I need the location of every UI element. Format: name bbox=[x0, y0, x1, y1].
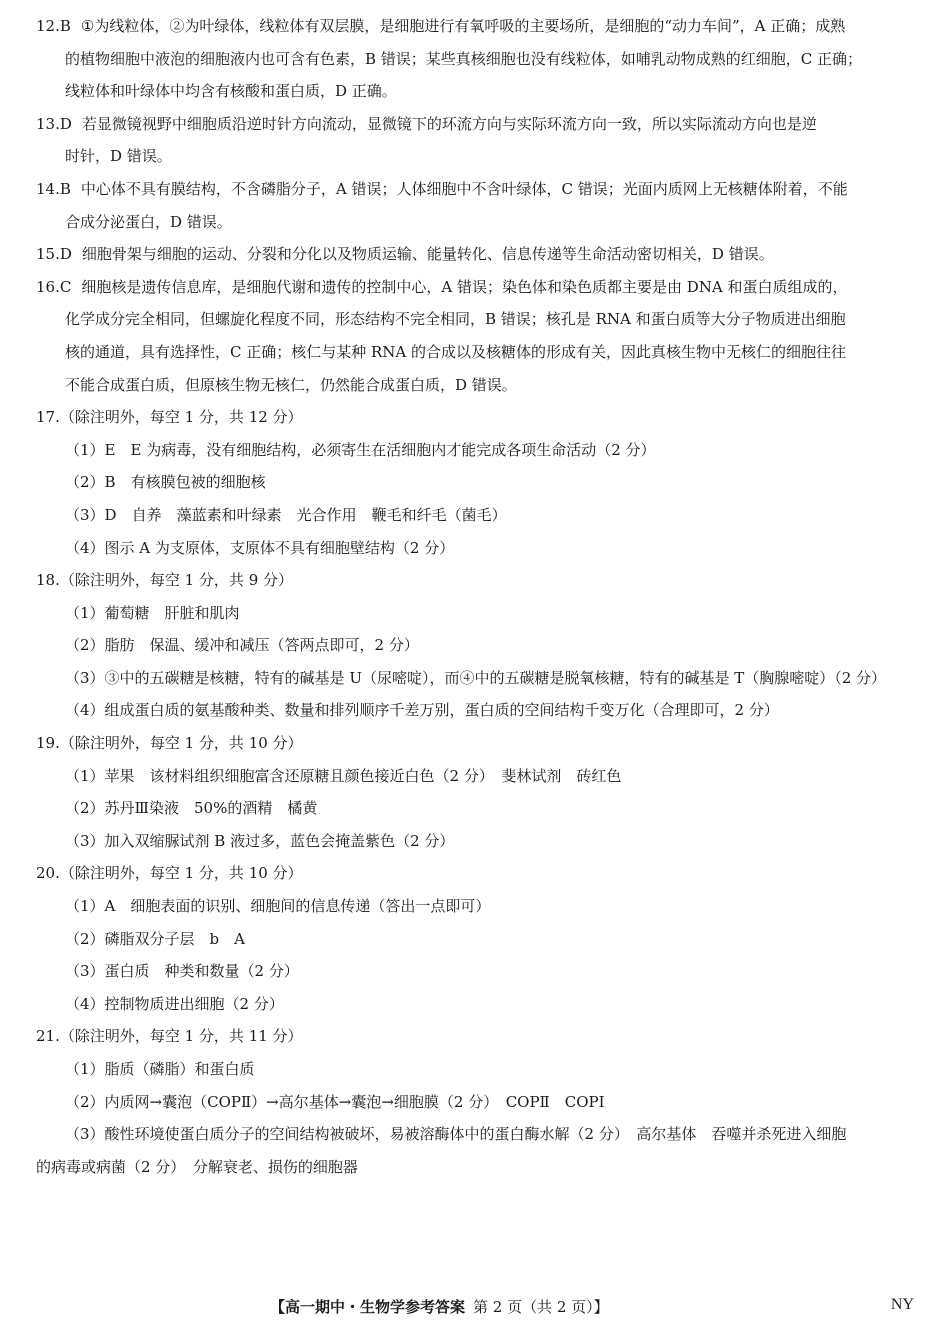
answer-number: 15.D bbox=[36, 245, 72, 264]
sub-answer: （2）内质网→囊泡（COPⅡ）→高尔基体→囊泡→细胞膜（2 分） COPⅡ COPⅠ bbox=[65, 1092, 605, 1111]
sub-answer: （4）控制物质进出细胞（2 分） bbox=[65, 994, 284, 1013]
answer-text-line: 的植物细胞中液泡的细胞液内也可含有色素，B 错误；某些真核细胞也没有线粒体，如哺乳动物成熟的红细胞，C 正确； bbox=[65, 49, 863, 68]
answer-text-line: 核的通道，具有选择性，C 正确；核仁与某种 RNA 的合成以及核糖体的形成有关，因此真核生物中无核仁的细胞往往 bbox=[65, 342, 847, 361]
answer-16 bbox=[36, 271, 916, 401]
question-21 bbox=[36, 1020, 916, 1183]
sub-answer: （1）A 细胞表面的识别、细胞间的信息传递（答出一点即可） bbox=[65, 897, 491, 916]
answer-text-line: 中心体不具有膜结构，不含磷脂分子，A 错误；人体细胞中不含叶绿体，C 错误；光面内质网上无核糖体附着，不能 bbox=[80, 179, 848, 198]
sub-answer: （4）组成蛋白质的氨基酸种类、数量和排列顺序千差万别，蛋白质的空间结构千变万化（合理即可，2 分） bbox=[65, 701, 779, 720]
sub-answer: （1）脂质（磷脂）和蛋白质 bbox=[65, 1060, 255, 1078]
sub-answer: （2）苏丹Ⅲ染液 50%的酒精 橘黄 bbox=[65, 799, 318, 818]
answer-text-line: 时针，D 错误。 bbox=[65, 147, 172, 166]
question-19 bbox=[36, 727, 916, 857]
sub-answer: （3）D 自养 藻蓝素和叶绿素 光合作用 鞭毛和纤毛（菌毛） bbox=[65, 505, 507, 524]
question-18 bbox=[36, 564, 916, 727]
question-20 bbox=[36, 857, 916, 1020]
page-footer bbox=[0, 1296, 950, 1320]
answer-15 bbox=[36, 238, 916, 271]
answer-12 bbox=[36, 10, 916, 108]
answer-text-line: 细胞骨架与细胞的运动、分裂和分化以及物质运输、能量转化、信息传递等生命活动密切相关，D 错误。 bbox=[81, 245, 774, 264]
question-header: 19.（除注明外，每空 1 分，共 10 分） bbox=[36, 734, 303, 753]
answer-text-line: 细胞核是遗传信息库，是细胞代谢和遗传的控制中心，A 错误；染色体和染色质都主要是由 DNA 和蛋白质组成的， bbox=[81, 277, 848, 296]
answer-number: 13.D bbox=[36, 114, 72, 133]
footer-code: NY bbox=[890, 1296, 914, 1313]
sub-answer: （1）苹果 该材料组织细胞富含还原糖且颜色接近白色（2 分） 斐林试剂 砖红色 bbox=[65, 766, 622, 785]
question-header: 17.（除注明外，每空 1 分，共 12 分） bbox=[36, 408, 303, 427]
sub-answer: （3）加入双缩脲试剂 B 液过多，蓝色会掩盖紫色（2 分） bbox=[65, 831, 455, 850]
sub-answer: （4）图示 A 为支原体，支原体不具有细胞壁结构（2 分） bbox=[65, 538, 455, 557]
footer-title: 【高一期中・生物学参考答案 第 2 页（共 2 页）】 bbox=[270, 1298, 609, 1316]
sub-answer: （2）脂肪 保温、缓冲和减压（答两点即可，2 分） bbox=[65, 636, 419, 655]
answer-text-line: 不能合成蛋白质，但原核生物无核仁，仍然能合成蛋白质，D 错误。 bbox=[65, 375, 517, 394]
answer-text-line: 化学成分完全相同，但螺旋化程度不同，形态结构不完全相同，B 错误；核孔是 RNA 和蛋白质等大分子物质进出细胞 bbox=[65, 310, 846, 329]
sub-answer: （2）磷脂双分子层 b A bbox=[65, 929, 245, 948]
sub-answer-continuation: 的病毒或病菌（2 分） 分解衰老、损伤的细胞器 bbox=[36, 1157, 358, 1176]
answer-13 bbox=[36, 108, 916, 173]
sub-answer: （3）蛋白质 种类和数量（2 分） bbox=[65, 962, 299, 981]
answer-document bbox=[36, 10, 916, 1183]
question-header: 18.（除注明外，每空 1 分，共 9 分） bbox=[36, 571, 294, 590]
footer-page-number: 第 2 页（共 2 页）】 bbox=[473, 1298, 609, 1316]
answer-number: 16.C bbox=[36, 277, 72, 296]
sub-answer: （3）③中的五碳糖是核糖，特有的碱基是 U（尿嘧啶），而④中的五碳糖是脱氧核糖，特有的碱基是 T（胸腺嘧啶）（2 分） bbox=[65, 668, 887, 687]
answer-text-line: 线粒体和叶绿体中均含有核酸和蛋白质，D 正确。 bbox=[65, 82, 397, 101]
question-17 bbox=[36, 401, 916, 564]
sub-answer: （2）B 有核膜包被的细胞核 bbox=[65, 473, 266, 492]
sub-answer: （1）葡萄糖 肝脏和肌肉 bbox=[65, 603, 240, 622]
answer-14 bbox=[36, 173, 916, 238]
question-header: 20.（除注明外，每空 1 分，共 10 分） bbox=[36, 864, 303, 883]
answer-number: 12.B bbox=[36, 17, 71, 35]
question-header: 21.（除注明外，每空 1 分，共 11 分） bbox=[36, 1027, 303, 1046]
sub-answer: （3）酸性环境使蛋白质分子的空间结构被破坏，易被溶酶体中的蛋白酶水解（2 分） 高尔基体 吞噬并杀死进入细胞 bbox=[65, 1125, 847, 1144]
sub-answer: （1）E E 为病毒，没有细胞结构，必须寄生在活细胞内才能完成各项生命活动（2 分） bbox=[65, 440, 656, 459]
answer-number: 14.B bbox=[36, 179, 71, 198]
answer-text-line: 若显微镜视野中细胞质沿逆时针方向流动，显微镜下的环流方向与实际环流方向一致，所以实际流动方向也是逆 bbox=[81, 114, 817, 133]
answer-text-line: ①为线粒体，②为叶绿体，线粒体有双层膜，是细胞进行有氧呼吸的主要场所，是细胞的“动力车间”，A 正确；成熟 bbox=[80, 17, 846, 35]
answer-text-line: 合成分泌蛋白，D 错误。 bbox=[65, 212, 232, 231]
